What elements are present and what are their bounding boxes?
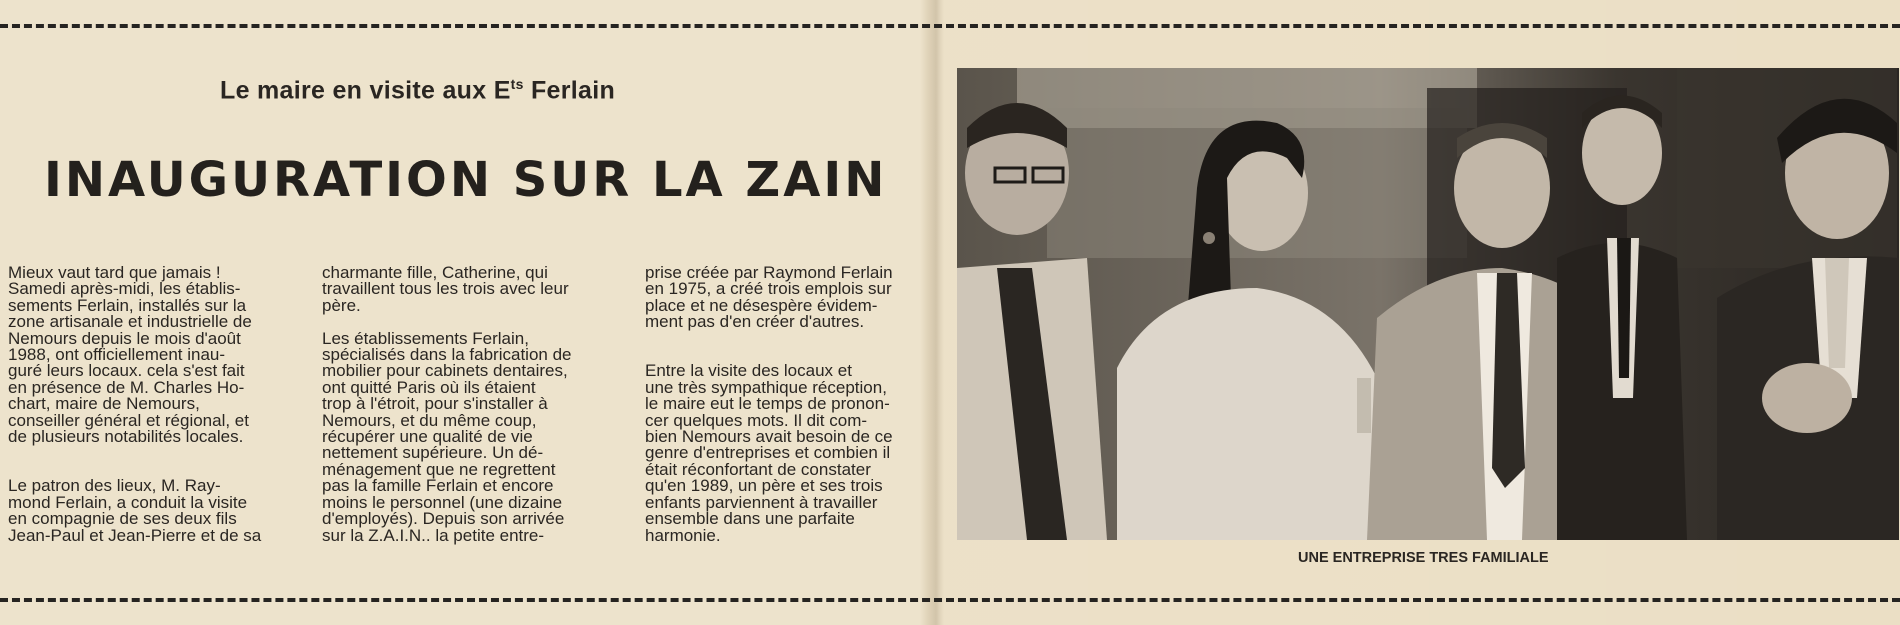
article-photo: [957, 68, 1899, 540]
article-headline: INAUGURATION SUR LA ZAIN: [44, 152, 888, 208]
cut-line-top: [0, 24, 1900, 28]
kicker-main: Le maire en visite aux E: [220, 76, 511, 105]
kicker-end: Ferlain: [523, 76, 616, 105]
article-kicker: [220, 76, 615, 105]
photo-illustration: [957, 68, 1899, 540]
article-column-3: prise créée par Raymond Ferlain en 1975, a créé trois emplois sur place et ne désespère évidem- ment pas d'en créer d'autres. Entre la visite des locaux et une très sympathique réception, le maire eut le temps de pronon- cer quelques mots. Il dit com- bien Nemours avait besoin de ce genre d'entreprises et combien il était réconfortant de constater qu'en 1989, un père et ses trois enfants parviennent à travailler ensemble dans une parfaite harmonie.: [645, 263, 893, 545]
cut-line-bottom: [0, 598, 1900, 602]
article-column-2: charmante fille, Catherine, qui travaillent tous les trois avec leur père. Les établissements Ferlain, spécialisés dans la fabrication de mobilier pour cabinets dentaires, ont quitté Paris où ils étaient trop à l'étroit, pour s'installer à Nemours, et du même coup, récupérer une qualité de vie nettement supérieure. Un dé- ménagement que ne regrettent pas la famille Ferlain et encore moins le personnel (une dizaine d'employés). Depuis son arrivée sur la Z.A.I.N.. la petite entre-: [322, 263, 572, 545]
kicker-superscript: ts: [510, 76, 524, 92]
photo-caption: UNE ENTREPRISE TRES FAMILIALE: [1298, 550, 1549, 566]
article-column-1: Mieux vaut tard que jamais ! Samedi après-midi, les établis- sements Ferlain, installés sur la zone artisanale et industrielle de Nemours depuis le mois d'août 1988, ont officiellement inau- guré leurs locaux. cela s'est fait en présence de M. Charles Ho- chart, maire de Nemours, conseiller général et régional, et de plusieurs notabilités locales. Le patron des lieux, M. Ray- mond Ferlain, a conduit la visite en compagnie de ses deux fils Jean-Paul et Jean-Pierre et de sa: [8, 263, 262, 545]
